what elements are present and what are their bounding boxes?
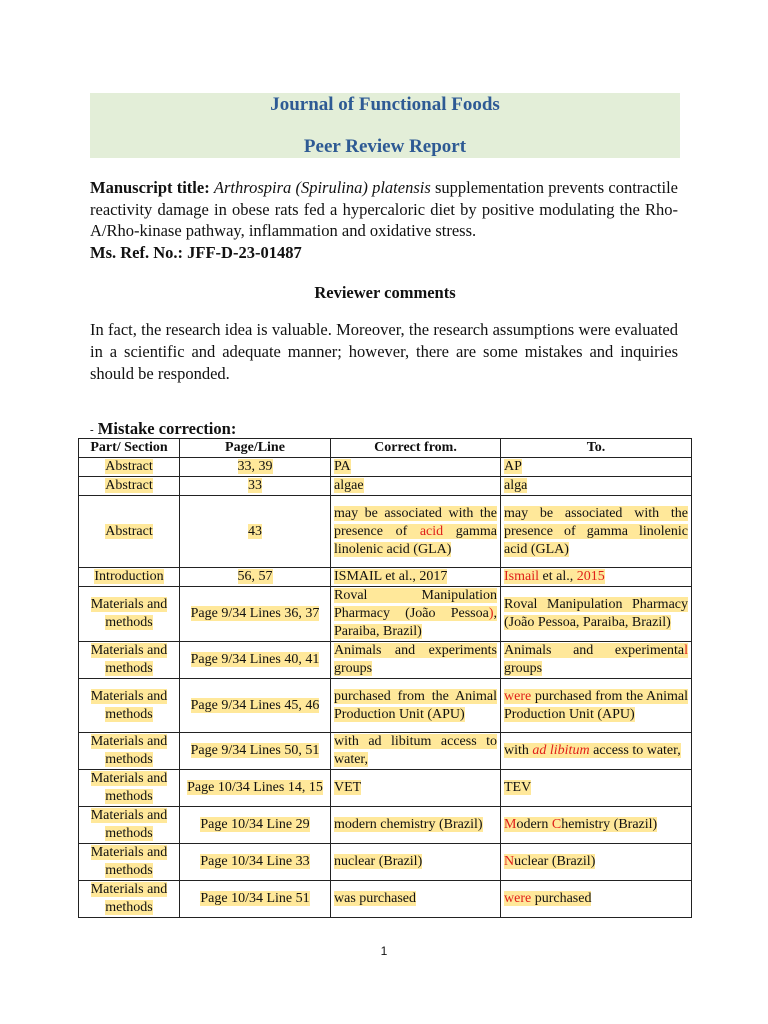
cell-to-part: with	[504, 743, 529, 758]
table-row	[79, 496, 692, 568]
table-header-row	[79, 439, 692, 458]
cell-to	[504, 891, 591, 906]
journal-name: Journal of Functional Foods	[270, 94, 500, 115]
cell-to-correction: were	[504, 891, 532, 906]
cell-from-error: )	[488, 606, 494, 621]
cell-section: Abstract	[105, 523, 153, 539]
cell-from: Animals and experiments groups	[334, 643, 497, 676]
cell-to-part: purchased from the Animal Production Unit (APU)	[504, 688, 688, 722]
cell-page: 43	[248, 523, 262, 539]
cell-to-part: access to water,	[593, 743, 681, 758]
cell-page: Page 9/34 Lines 40, 41	[190, 652, 320, 667]
cell-from: VET	[334, 780, 362, 795]
cell-to-part: uclear (Brazil)	[514, 854, 596, 869]
mistake-heading	[90, 419, 236, 440]
reviewer-heading: Reviewer comments	[314, 283, 456, 302]
cell-to-part: Animals and experimenta	[504, 643, 685, 658]
cell-to: AP	[504, 459, 522, 474]
cell-from: modern chemistry (Brazil)	[334, 817, 483, 832]
cell-to	[504, 743, 681, 758]
cell-section: Materials and methods	[90, 771, 168, 804]
cell-to	[504, 643, 688, 676]
cell-from: algae	[334, 478, 364, 493]
cell-section: Abstract	[105, 478, 153, 493]
report-title: Peer Review Report	[303, 136, 467, 157]
cell-page: Page 10/34 Line 51	[200, 891, 310, 906]
cell-from-part: may be associated with the presence of	[334, 505, 497, 539]
cell-to-correction: were	[504, 688, 532, 704]
table-row	[79, 568, 692, 587]
cell-page: Page 9/34 Lines 36, 37	[190, 606, 320, 621]
cell-to-part: et al.,	[542, 569, 574, 584]
cell-from-part: gamma linolenic acid (GLA)	[334, 523, 497, 557]
table-row	[79, 844, 692, 881]
cell-from-part: , Paraiba, Brazil)	[334, 606, 497, 639]
table-row	[79, 807, 692, 844]
cell-page: Page 9/34 Lines 50, 51	[190, 743, 320, 758]
cell-from: with ad libitum access to water,	[334, 734, 497, 767]
cell-section: Abstract	[105, 459, 153, 474]
cell-page: 56, 57	[237, 569, 273, 584]
mistake-heading-dash: -	[90, 424, 94, 436]
cell-to-part: odern	[516, 817, 549, 832]
cell-from-error: acid	[419, 523, 444, 539]
cell-to-part: groups	[504, 661, 543, 676]
cell-to-correction: l	[684, 643, 688, 658]
header-correct-from: Correct from.	[331, 439, 501, 458]
cell-to-correction: C	[551, 817, 562, 832]
cell-page: Page 9/34 Lines 45, 46	[190, 697, 320, 713]
cell-to	[504, 689, 688, 722]
table-row	[79, 881, 692, 918]
cell-from: purchased from the Animal Production Unit (APU)	[334, 688, 497, 722]
cell-section: Introduction	[94, 569, 164, 584]
cell-section: Materials and methods	[90, 734, 168, 767]
table-row	[79, 477, 692, 496]
cell-section: Materials and methods	[90, 688, 168, 722]
cell-to-correction: 2015	[576, 569, 605, 584]
mistake-heading-label: Mistake correction:	[97, 419, 237, 438]
cell-page: Page 10/34 Line 33	[200, 854, 310, 869]
cell-to-correction: N	[504, 854, 515, 869]
cell-from: was purchased	[334, 891, 417, 906]
cell-section: Materials and methods	[90, 597, 168, 630]
cell-to: may be associated with the presence of gamma linolenic acid (GLA)	[504, 505, 688, 557]
cell-to-part: hemistry (Brazil)	[561, 817, 658, 832]
cell-to-correction: Ismail	[504, 569, 539, 584]
cell-page: 33	[248, 478, 262, 493]
cell-to	[504, 854, 595, 869]
table-row	[79, 458, 692, 477]
header-section: Part/ Section	[79, 439, 180, 458]
table-row	[79, 770, 692, 807]
page-number: 1	[380, 944, 388, 958]
cell-from: PA	[334, 459, 351, 474]
table-row	[79, 733, 692, 770]
cell-to: TEV	[504, 780, 532, 795]
cell-to	[504, 817, 657, 832]
cell-section: Materials and methods	[90, 643, 168, 676]
cell-from-part: Roval Manipulation Pharmacy (João Pessoa	[334, 588, 497, 621]
header-to: To.	[501, 439, 692, 458]
cell-section: Materials and methods	[90, 882, 168, 915]
cell-from	[334, 506, 497, 557]
cell-section: Materials and methods	[90, 845, 168, 878]
intro-paragraph: In fact, the research idea is valuable. Moreover, the research assumptions were evaluated in a scientific and adequate manner; however, there are some mistakes and inquiries should be responded.	[90, 320, 678, 383]
manuscript-ref: Ms. Ref. No.: JFF-D-23-01487	[90, 242, 302, 262]
cell-from	[334, 588, 497, 639]
cell-from: nuclear (Brazil)	[334, 854, 423, 869]
manuscript-info	[90, 177, 678, 263]
cell-to-part: purchased	[534, 891, 592, 906]
table-row	[79, 642, 692, 679]
manuscript-title-label: Manuscript title:	[90, 178, 210, 197]
cell-to: alga	[504, 478, 528, 493]
cell-section: Materials and methods	[90, 808, 168, 841]
header-page-line: Page/Line	[180, 439, 331, 458]
cell-to-correction: M	[504, 817, 517, 832]
cell-to: Roval Manipulation Pharmacy (João Pessoa, Paraiba, Brazil)	[504, 597, 688, 630]
cell-page: 33, 39	[237, 459, 273, 474]
cell-page: Page 10/34 Line 29	[200, 817, 310, 832]
cell-from: ISMAIL et al., 2017	[334, 569, 448, 584]
cell-page: Page 10/34 Lines 14, 15	[187, 780, 323, 795]
corrections-table	[78, 438, 692, 918]
manuscript-title-italic: Arthrospira (Spirulina) platensis	[213, 178, 431, 197]
table-row	[79, 587, 692, 642]
cell-to-correction: ad libitum	[532, 743, 590, 758]
manuscript-title-rest: supplementation prevents contractile reactivity damage in obese rats fed a hypercaloric diet by positive modulating the Rho-A/Rho-kinase pathway, inflammation and oxidative stress.	[90, 178, 679, 240]
table-row	[79, 679, 692, 733]
cell-to	[504, 569, 605, 584]
